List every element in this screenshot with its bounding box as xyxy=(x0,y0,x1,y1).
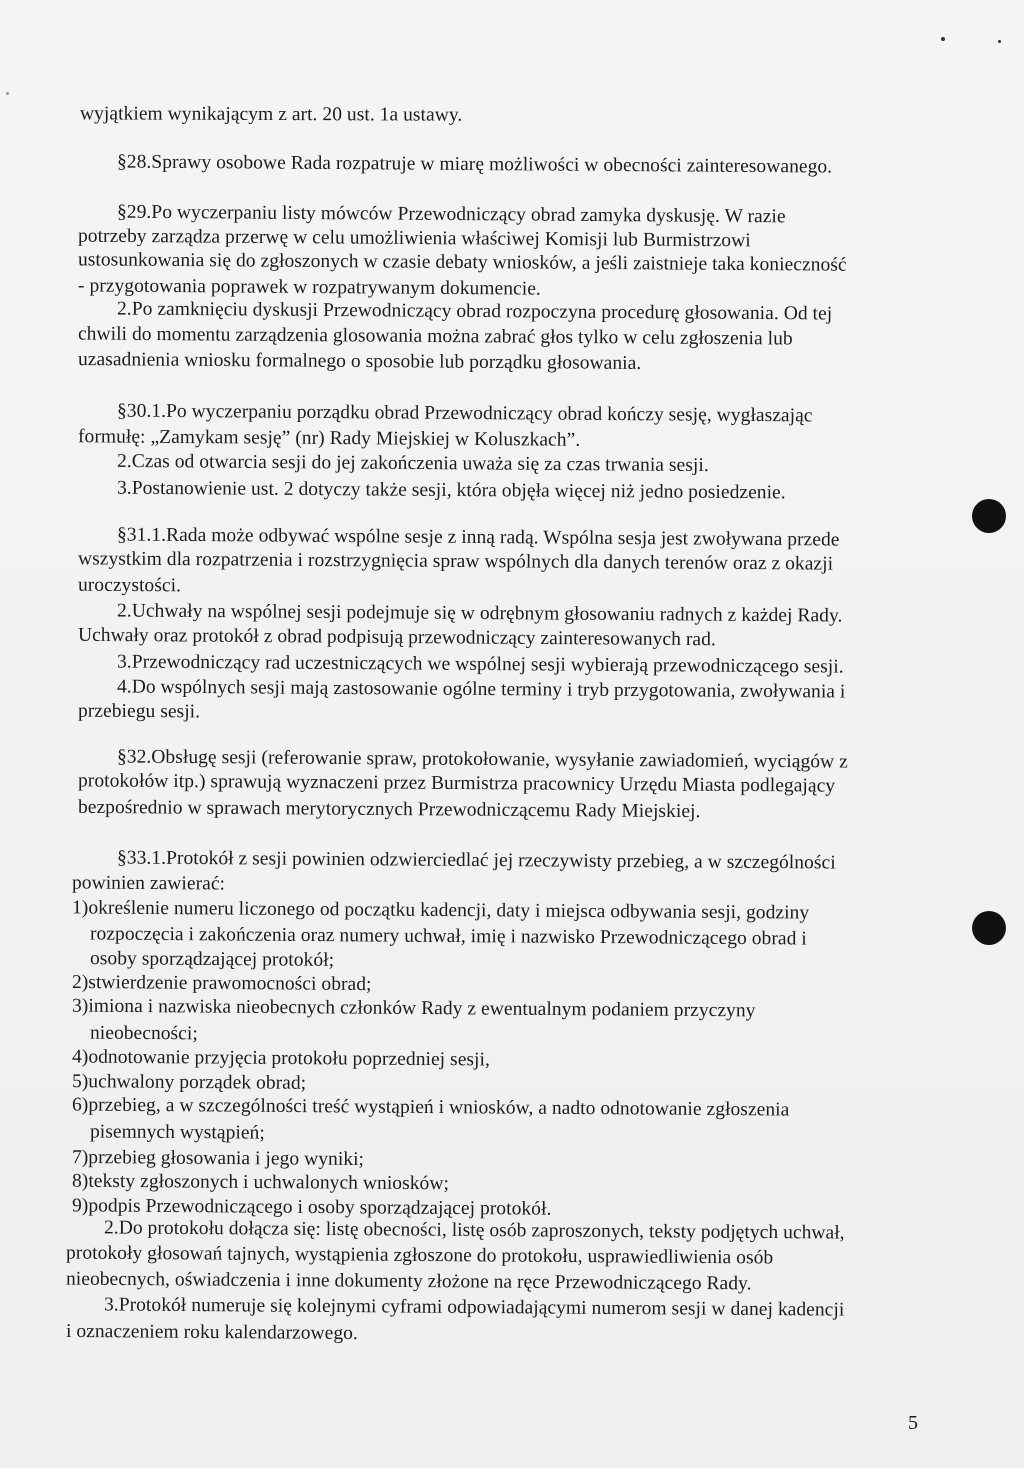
punch-hole-upper xyxy=(972,499,1006,533)
text-line: rozpoczęcia i zakończenia oraz numery uchwał, imię i nazwisko Przewodniczącego obrad i xyxy=(89,923,807,950)
scan-speck xyxy=(6,92,9,95)
text-line: 2.Uchwały na wspólnej sesji podejmuje się w odrębnym głosowaniu radnych z każdej Rady. xyxy=(116,600,843,627)
text-line: 2.Czas od otwarcia sesji do jej zakończenia uważa się za czas trwania sesji. xyxy=(116,450,709,477)
punch-hole-lower xyxy=(972,911,1006,945)
text-line: 2.Po zamknięciu dyskusji Przewodniczący obrad rozpoczyna procedurę głosowania. Od tej xyxy=(116,298,833,325)
text-line: 3.Przewodniczący rad uczestniczących we wspólnej sesji wybierają przewodniczącego sesji. xyxy=(116,651,844,678)
text-line: wszystkim dla rozpatrzenia i rozstrzygnięcia spraw wspólnych dla danych terenów oraz z okazji xyxy=(77,548,834,575)
text-line: nieobecności; xyxy=(89,1022,198,1045)
text-line: 7)przebieg głosowania i jego wyniki; xyxy=(71,1146,365,1171)
text-line: chwili do momentu zarządzenia glosowania można zabrać głos tylko w celu zgłoszenia lub xyxy=(77,323,793,350)
text-line: formułę: „Zamykam sesję” (nr) Rady Miejskiej w Koluszkach”. xyxy=(77,426,581,451)
text-line: uzasadnienia wniosku formalnego o sposobie lub porządku głosowania. xyxy=(77,349,642,374)
text-line: nieobecnych, oświadczenia i inne dokumenty złożone na ręce Przewodniczącego Rady. xyxy=(65,1268,752,1295)
text-line: 2)stwierdzenie prawomocności obrad; xyxy=(71,971,372,996)
text-line: §30.1.Po wyczerpaniu porządku obrad Przewodniczący obrad kończy sesję, wygłaszając xyxy=(116,400,813,427)
text-line: 9)podpis Przewodniczącego i osoby sporządzającej protokół. xyxy=(71,1195,552,1220)
text-line: §29.Po wyczerpaniu listy mówców Przewodniczący obrad zamyka dyskusję. W razie xyxy=(116,201,786,228)
text-line: protokoły głosowań tajnych, wystąpienia zgłoszone do protokołu, usprawiedliwienia osób xyxy=(65,1242,774,1269)
text-line: przebiegu sesji. xyxy=(77,700,201,723)
text-line: potrzeby zarządza przerwę w celu umożliwienia właściwej Komisji lub Burmistrzowi xyxy=(77,225,751,252)
text-line: - przygotowania poprawek w rozpatrywanym dokumencie. xyxy=(77,275,541,300)
text-line: 4)odnotowanie przyjęcia protokołu poprzedniej sesji, xyxy=(71,1046,491,1071)
text-line: §32.Obsługę sesji (referowanie spraw, protokołowanie, wysyłanie zawiadomień, wyciągów z xyxy=(116,746,848,773)
text-line: osoby sporządzającej protokół; xyxy=(89,948,335,971)
page-number: 5 xyxy=(908,1412,918,1434)
scan-speck xyxy=(998,40,1001,43)
text-line: 1)określenie numeru liczonego od początku kadencji, daty i miejsca odbywania sesji, godziny xyxy=(71,897,810,924)
text-line: §28.Sprawy osobowe Rada rozpatruje w miarę możliwości w obecności zainteresowanego. xyxy=(116,151,833,178)
text-line: 2.Do protokołu dołącza się: listę obecności, listę osób zaproszonych, teksty podjętych uchwał, xyxy=(103,1217,845,1244)
text-line: wyjątkiem wynikającym z art. 20 ust. 1a ustawy. xyxy=(79,103,463,126)
text-line: pisemnych wystąpień; xyxy=(89,1121,265,1144)
text-line: §31.1.Rada może odbywać wspólne sesje z inną radą. Wspólna sesja jest zwoływana przede xyxy=(116,524,840,551)
text-line: 3)imiona i nazwiska nieobecnych członków Rady z ewentualnym podaniem przyczyny xyxy=(71,995,756,1022)
text-line: powinien zawierać: xyxy=(71,872,226,895)
text-line: Uchwały oraz protokół z obrad podpisują przewodniczący zainteresowanych rad. xyxy=(77,624,716,651)
text-line: uroczystości. xyxy=(77,574,182,597)
text-line: 3.Protokół numeruje się kolejnymi cyframi odpowiadającymi numerom sesji w danej kadencji xyxy=(103,1294,845,1321)
text-line: bezpośrednio w sprawach merytorycznych Przewodniczącemu Rady Miejskiej. xyxy=(77,796,701,823)
text-line: 8)teksty zgłoszonych i uchwalonych wniosków; xyxy=(71,1170,450,1195)
text-line: 6)przebieg, a w szczególności treść wystąpień i wniosków, a nadto odnotowanie zgłoszenia xyxy=(71,1094,790,1121)
text-line: 5)uchwalony porządek obrad; xyxy=(71,1071,307,1094)
text-line: 3.Postanowienie ust. 2 dotyczy także sesji, która objęła więcej niż jedno posiedzenie. xyxy=(116,477,786,504)
text-line: 4.Do wspólnych sesji mają zastosowanie ogólne terminy i tryb przygotowania, zwoływania i xyxy=(116,676,846,703)
text-line: protokołów itp.) sprawują wyznaczeni przez Burmistrza pracownicy Urzędu Miasta podlegający xyxy=(77,770,836,797)
text-line: ustosunkowania się do zgłoszonych w czasie debaty wniosków, a jeśli zaistnieje taka konieczność xyxy=(77,249,847,276)
scan-speck xyxy=(941,37,945,41)
text-line: §33.1.Protokół z sesji powinien odzwierciedlać jej rzeczywisty przebieg, a w szczególności xyxy=(116,847,836,874)
text-line: i oznaczeniem roku kalendarzowego. xyxy=(65,1320,358,1345)
